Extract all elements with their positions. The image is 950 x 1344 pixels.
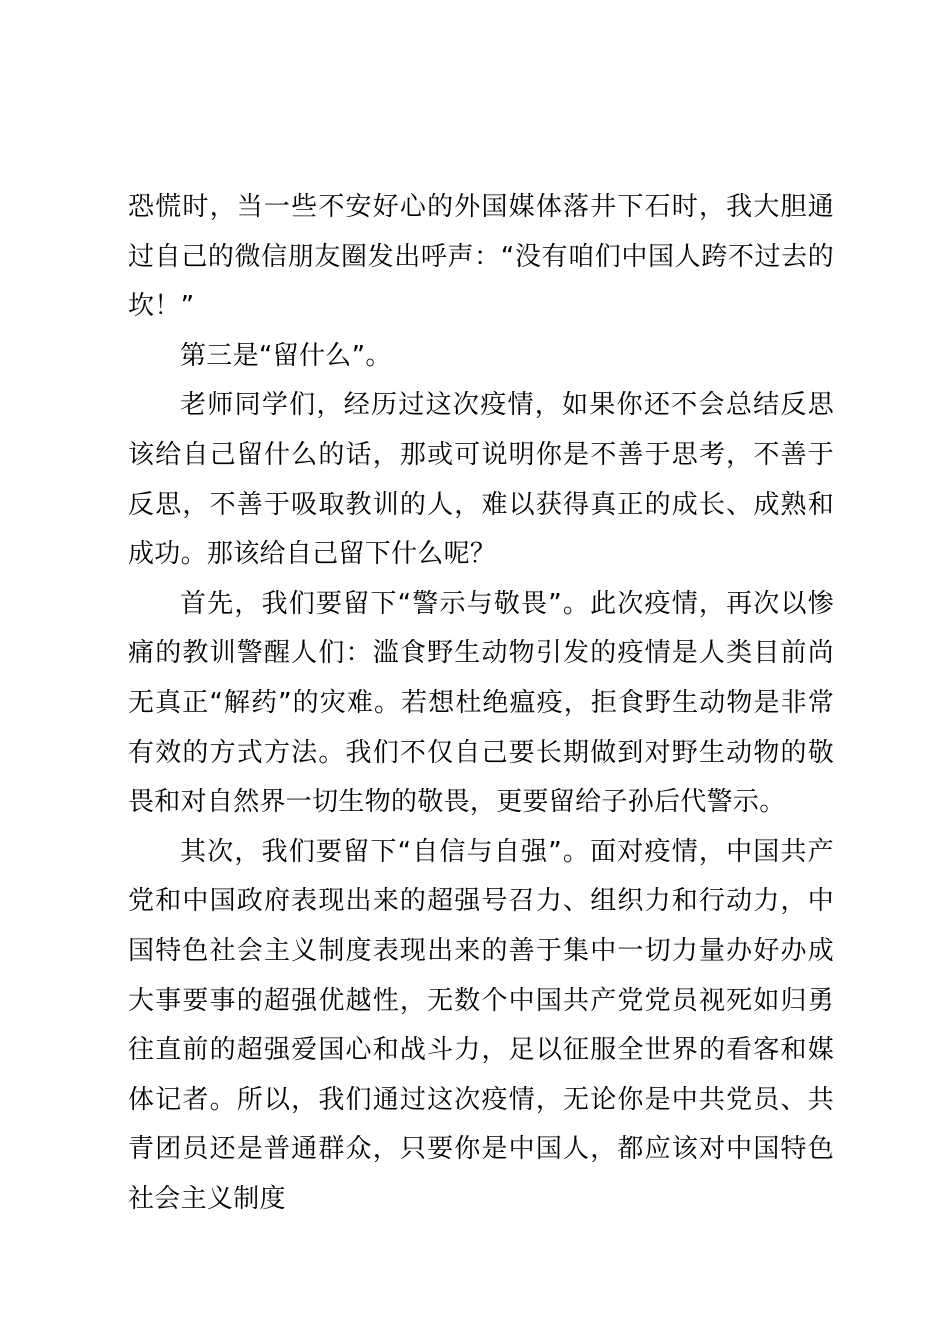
paragraph-heading-third: 第三是“留什么”。 (180, 340, 392, 371)
paragraph-continuation: 恐慌时，当一些不安好心的外国媒体落井下石时，我大胆通过自己的微信朋友圈发出呼声：“没有咱们中国人跨不过去的坎！” (128, 192, 834, 322)
document-body (128, 183, 834, 1224)
paragraph-reflection: 老师同学们，经历过这次疫情，如果你还不会总结反思该给自己留什么的话，那或可说明你是不善于思考，不善于反思，不善于吸取教训的人，难以获得真正的成长、成熟和成功。那该给自己留下什么呢？ (128, 390, 834, 570)
paragraph-warning-awe: 首先，我们要留下“警示与敬畏”。此次疫情，再次以惨痛的教训警醒人们：滥食野生动物引发的疫情是人类目前尚无真正“解药”的灾难。若想杜绝瘟疫，拒食野生动物是非常有效的方式方法。我们不仅自己要长期做到对野生动物的敬畏和对自然界一切生物的敬畏，更要留给子孙后代警示。 (128, 588, 834, 818)
paragraph-confidence-strength: 其次，我们要留下“自信与自强”。面对疫情，中国共产党和中国政府表现出来的超强号召力、组织力和行动力，中国特色社会主义制度表现出来的善于集中一切力量办好办成大事要事的超强优越性，无数个中国共产党党员视死如归勇往直前的超强爱国心和战斗力，足以征服全世界的看客和媒体记者。所以，我们通过这次疫情，无论你是中共党员、共青团员还是普通群众，只要你是中国人，都应该对中国特色社会主义制度 (128, 836, 834, 1214)
